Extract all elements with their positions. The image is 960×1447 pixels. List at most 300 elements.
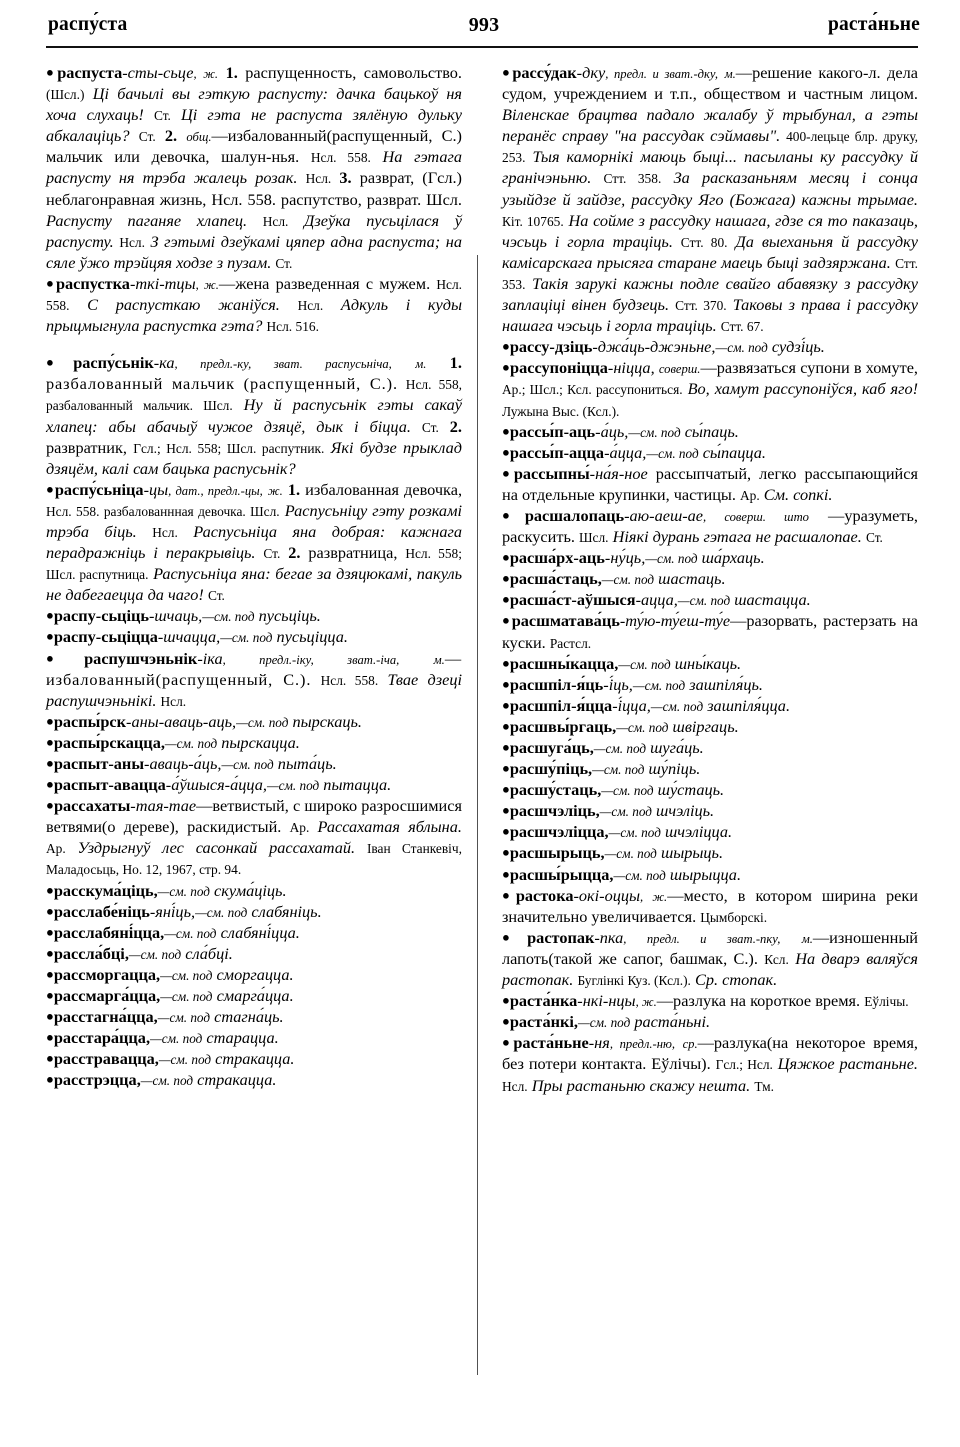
headword: распыт-аны — [53, 754, 145, 773]
cross-reference-target[interactable]: слабяніць. — [251, 901, 322, 921]
entry-bullet-icon: ● — [46, 354, 74, 370]
entry-bullet-icon: ● — [502, 612, 512, 628]
cross-reference-target[interactable]: шчэліць. — [656, 801, 715, 821]
cross-reference-target[interactable]: зашпіля́цца. — [707, 695, 791, 715]
left-column — [46, 62, 462, 1096]
headword-inflection: -пка — [594, 927, 624, 947]
entry-spacer — [46, 336, 462, 352]
headword: расслабяні́цца, — [53, 922, 165, 942]
cross-reference-label: —см. под — [618, 656, 671, 672]
entry-bullet-icon: ● — [502, 823, 510, 839]
entry-rasslabianicca — [46, 922, 462, 943]
entry-rasskumacic — [46, 880, 462, 901]
headword-inflection: -а́ць, — [595, 421, 629, 441]
cross-reference-label: —см. под — [599, 804, 652, 820]
entry-bullet-icon: ● — [46, 734, 54, 750]
cross-reference-target[interactable]: слабяні́цца. — [220, 922, 300, 942]
citation-source: Ст. — [207, 588, 225, 604]
entry-source: Ар.; Шсл.; Ксл. рассупониться. — [502, 382, 683, 398]
citation-source: Стт. 80. — [680, 234, 728, 250]
entry-bullet-icon: ● — [502, 507, 525, 523]
grammar-label: ж. — [267, 483, 283, 498]
headword: распушчэньнік — [84, 648, 198, 668]
cross-reference-target[interactable]: сла́бці. — [185, 943, 233, 963]
headword: расстара́цца, — [53, 1028, 151, 1048]
cross-reference-target[interactable]: стракацца. — [197, 1070, 277, 1090]
citation: Ці бачылі вы гэткую распусту: дачка бацькоў ня хоча слухаць! — [46, 84, 462, 125]
sense-source: Нсл. 558. — [310, 150, 371, 166]
grammar-label: м. — [801, 931, 813, 946]
entry-rasshastac — [502, 568, 918, 589]
citation-source: Стт. 370. — [675, 298, 727, 314]
headword: растопак — [527, 927, 595, 947]
citation: На дварэ валяўся растопак. — [502, 948, 918, 990]
headword-inflection: -ткі-тцы — [129, 273, 196, 293]
headword: рассла́бці, — [53, 943, 129, 963]
sense-number: 1. — [287, 479, 301, 499]
entry-bullet-icon: ● — [502, 338, 510, 354]
headword: распу-сьціць — [53, 606, 149, 626]
entry-rastannie: ●раста́ньне-ня, предл.-ню, ср.—разлука(на некоторое время, без потери контакта. Еўлічы). Гсл.; Нсл. Цяжкое растаньне. Нсл. Пры растаньню скажу нешта. Тм. — [502, 1033, 918, 1095]
headword-inflection: -окі-оццы — [573, 885, 641, 905]
entry-gloss: —ветвистый, с широко разросшимися ветвями(о дереве), раскидистый. — [46, 796, 462, 837]
entry-bullet-icon: ● — [502, 465, 514, 481]
headword-inflection: -джа́ць-джэньне, — [592, 337, 716, 357]
citation: Таковы з права і рассудку нашага чэсьць і горла траціць. — [502, 295, 918, 336]
page-number: 993 — [468, 14, 500, 36]
entry-rasshmatavac — [502, 610, 918, 652]
sense-gloss: разврат, (Гсл.) неблагонравная жизнь, Нсл. 558. распутство, разврат. Шсл. — [46, 168, 462, 209]
grammar-label: соверш. — [658, 362, 701, 377]
entry-rashalopac: ●расшалопаць-аю-аеш-ае, соверш. што —уразуметь, раскусить. Шсл. Ніякі дурань гэтага не расшалопае. Ст. — [502, 505, 918, 547]
cross-reference-target[interactable]: шастацца. — [734, 590, 811, 610]
sense-number: 2. — [449, 416, 462, 436]
headword-inflection: -яні́ць, — [149, 901, 196, 921]
citation-source: 400-лецьце блр. друку, 253. — [502, 129, 919, 166]
cross-reference-target[interactable]: пыта́ць. — [277, 754, 337, 773]
entry-bullet-icon: ● — [502, 697, 510, 713]
sense-gloss: —избалованный(распущенный, С.) мальчик или девочка, шалун-нья. — [46, 126, 462, 167]
citation-source: Тм. — [754, 1078, 774, 1094]
entry-bullet-icon: ● — [502, 1013, 510, 1029]
entry-bullet-icon: ● — [502, 359, 511, 375]
sense-number: 3. — [339, 168, 352, 188]
citation-source: Ст. — [421, 419, 439, 435]
citation-source: Буглінкі Куз. (Ксл.). — [577, 973, 691, 989]
headword-inflection: -аны-аваць-аць, — [126, 711, 237, 731]
entry-rasshustac — [502, 779, 918, 800]
citation: На сойме з рассудку нашага, гдзе ся то паказаць, чэсьць і горла траціць. — [502, 210, 919, 251]
grammar-label: ж. — [204, 277, 219, 292]
entry-rasstahnacca — [46, 1006, 462, 1027]
headword: расша́стаць, — [509, 569, 602, 589]
entry-bullet-icon: ● — [502, 844, 510, 860]
right-column — [502, 62, 918, 1096]
entry-rassahaty — [46, 795, 462, 879]
cross-reference-label: —см. под — [650, 698, 704, 714]
headword-inflection: -шчацца, — [157, 627, 221, 647]
headword-inflection: -ту́ю-ту́еш-ту́е — [619, 611, 731, 631]
cross-reference-label: —см. под — [604, 846, 657, 862]
cross-reference-target[interactable]: сморгацца. — [216, 964, 294, 984]
cross-reference-target[interactable]: судзі́ць. — [771, 337, 825, 357]
running-head-left-guide: распу́ста — [48, 14, 128, 35]
entry-bullet-icon: ● — [46, 903, 54, 919]
cross-reference-label: —см. под — [645, 551, 698, 567]
entry-source: Растсл. — [549, 635, 592, 651]
cross-reference-target[interactable]: пусьціць. — [258, 606, 321, 626]
headword: рассупоніцца — [510, 358, 608, 378]
cross-reference-target[interactable]: пытацца. — [323, 775, 392, 795]
entry-bullet-icon: ● — [46, 650, 85, 666]
citation: Адкуль і куды прыцмыгнула распустка гэта? — [46, 295, 462, 336]
entry-bullet-icon: ● — [502, 866, 510, 882]
entry-raspusnica: ●распу́сьніца-цы, дат., предл.-цы, ж. 1. избалованная девочка, Нсл. 558. разбалованнная девочка. Шсл. Распусьніцу гэту розкамі трэба біць. Нсл. Распусьніца яна добрая: кажнага перадражніць і перакрывіць. Ст. 2. развратница, Нсл. 558; Шсл. распутница. Распусьніца яна: бегае за дзяцюкамі, пакуль не дабегаецца да чаго! Ст. — [46, 479, 463, 605]
citation: Тыя каморнікі маюць быці... пасыланы ку рассудку й гранічэньню. — [502, 147, 919, 188]
entry-bullet-icon: ● — [46, 275, 56, 291]
headword-forms: предл. и зват.-пку, — [646, 931, 781, 946]
cross-reference-target[interactable]: пырскаць. — [292, 711, 362, 731]
headword: расшчэліцца, — [509, 822, 609, 842]
entry-source: Гсл.; Нсл. — [715, 1057, 773, 1073]
entry-gloss: —разлука на короткое время. — [656, 991, 861, 1011]
cross-reference-target[interactable]: шырыць. — [660, 843, 724, 863]
entry-bullet-icon: ● — [502, 992, 510, 1008]
cross-reference-label: —см. под — [157, 883, 210, 899]
grammar-label: м. — [724, 67, 736, 81]
cross-reference-label: —см. под — [160, 967, 213, 983]
citation: Уздрыгнуў лес сасонкай рассахатай. — [77, 838, 356, 858]
cross-reference-target[interactable]: ша́рхаць. — [701, 548, 765, 568]
citation: Ніякі дурань гэтага не расшалопае. — [612, 527, 862, 547]
cross-reference-label: —см. под — [164, 735, 218, 751]
citation-source: Ст. — [263, 546, 281, 562]
entry-rastanki — [502, 1011, 918, 1032]
headword-inflection: -цы — [143, 479, 169, 499]
headword: рассу-дзіць — [509, 337, 593, 357]
citation: Які будзе прыклад дзяцём, калі сам бацька распусьнік? — [46, 437, 462, 478]
entry-raspustka: ●распустка-ткі-тцы, ж.—жена разведенная с мужем. Нсл. 558. С распусткаю жаніўся. Нсл. Адкуль і куды прыцмыгнула распустка гэта? Нсл. 516. — [46, 273, 462, 336]
citation-source: Нсл. — [119, 234, 145, 250]
cross-reference-label: —см. под — [628, 424, 681, 440]
cross-reference-target[interactable]: скума́ціць. — [214, 880, 287, 900]
entry-gloss: —разлука(на некоторое время, без потери контакта. Еўлічы). — [502, 1033, 918, 1074]
citation: Да выеханьня й рассудку камісарскага прысяга старане маець быці задзяржана. — [502, 231, 919, 272]
entry-gloss: —решение какого-л. дела судом, учреждением и т.п., обществом и частным лицом. — [502, 63, 918, 104]
entry-rasshpilyacca — [502, 695, 918, 716]
sense-source: Нсл. 558. разбалованнная девочка. Шсл. — [46, 503, 280, 519]
cross-reference-label: —см. под — [158, 1052, 212, 1068]
cross-reference-label: —см. под — [220, 630, 273, 646]
headword: расшу́стаць, — [509, 780, 602, 800]
entry-gloss: —жена разведенная с мужем. — [218, 273, 431, 293]
header-rule — [46, 46, 918, 48]
cross-reference-target[interactable]: шу́стаць. — [657, 780, 725, 800]
cross-reference-target[interactable]: старацца. — [206, 1028, 279, 1048]
entry-bullet-icon: ● — [46, 755, 54, 771]
cross-reference-target[interactable]: стракацца. — [215, 1049, 295, 1069]
entry-bullet-icon: ● — [46, 797, 54, 813]
citation-source: Нсл. — [160, 693, 187, 709]
entry-raspuscicca — [46, 626, 462, 647]
cross-reference-label: —см. под — [613, 867, 666, 883]
cross-reference-target[interactable]: раста́ньні. — [634, 1012, 711, 1032]
headword-forms: предл.-ку, зват. распусьніча, — [200, 357, 392, 372]
entry-bullet-icon: ● — [502, 676, 510, 692]
grammar-label: м. — [415, 357, 427, 372]
entry-rassypny — [502, 463, 918, 505]
headword-inflection: -ка — [153, 353, 175, 373]
cross-reference-label: —см. под — [577, 1015, 631, 1031]
entry-raspyt — [46, 753, 462, 774]
headword-inflection: -нкі-нцы — [577, 991, 636, 1011]
citation-source: Ст. — [865, 530, 883, 546]
citation-source: Ст. — [138, 129, 156, 145]
cross-reference-target[interactable]: зашпіля́ць. — [689, 674, 763, 694]
sense-gloss: развратник, — [46, 437, 127, 457]
headword-forms: дат., предл.-цы, — [175, 483, 263, 498]
citation: Віленскае брацтва падало жалабу ў трыбунал, а гэты перанёс справу "на рассудак сэймавы". — [502, 105, 918, 146]
cross-reference-target[interactable]: швіргаць. — [672, 716, 739, 736]
entry-rassuponicca — [502, 357, 918, 420]
entry-raspyrskacca — [46, 732, 462, 753]
cross-reference-target[interactable]: сы́паць. — [684, 421, 739, 441]
entry-bullet-icon: ● — [502, 760, 510, 776]
entry-bullet-icon: ● — [46, 481, 55, 497]
entry-rassudzic — [502, 336, 918, 357]
sense-source: Нсл. 558; Шсл. распутница. — [46, 546, 462, 583]
headword-inflection: -і́ць, — [603, 674, 633, 694]
entry-gloss: —уразуметь, раскусить. — [502, 505, 918, 547]
entry-source: Нсл. 558. — [320, 672, 379, 688]
entry-gloss: —избалованный(распущенный, С.). — [46, 648, 463, 689]
entry-bullet-icon: ● — [46, 1029, 54, 1045]
cross-reference-label: —см. под — [140, 1073, 194, 1089]
cross-reference-label: —см. под — [616, 719, 669, 735]
entry-bullet-icon: ● — [502, 1034, 514, 1050]
cross-reference-target[interactable]: пырскацца. — [221, 732, 300, 752]
cross-reference-label: —см. под — [593, 741, 647, 756]
entry-rasshupic — [502, 758, 918, 779]
entry-rasshchelicca — [502, 821, 918, 842]
citation-source: Іван Станкевіч, Маладосьць, Но. 12, 1967, стр. 94. — [46, 841, 462, 878]
entry-rassharhac — [502, 547, 918, 568]
cross-reference-target[interactable]: шуга́ць. — [650, 738, 704, 757]
grammar-label: м. — [433, 652, 445, 667]
headword: распу-сьціцца — [53, 627, 158, 647]
cross-reference-label: —см. под — [157, 1010, 211, 1026]
entry-source: Еўлічы. — [864, 994, 909, 1010]
grammar-label: ж. — [641, 995, 657, 1010]
headword: раста́нкі, — [509, 1012, 578, 1032]
entry-source: Ксл. — [764, 951, 789, 967]
headword: расшпіл-я́цца — [509, 695, 613, 715]
entry-bullet-icon: ● — [502, 549, 510, 565]
cross-reference-label: —см. под — [646, 445, 699, 461]
grammar-label: соверш. што — [724, 509, 809, 524]
headword: расстравацца, — [53, 1049, 159, 1069]
entry-bullet-icon: ● — [502, 570, 510, 586]
citation: Пры растаньню скажу нешта. — [531, 1075, 751, 1095]
citation-source: Стт. 353. — [502, 255, 918, 292]
sense-number: 1. — [225, 63, 238, 82]
headword: распы́рскацца, — [53, 732, 165, 752]
citation: Ну й распусьнік гэты сакаў хлапец: абы абачыў чужое дзяцё, дык і біцца. — [46, 395, 462, 436]
entry-rasshvyrhac — [502, 716, 918, 737]
cross-reference-target[interactable]: шырыцца. — [669, 864, 742, 884]
headword: рассморгацца, — [53, 964, 161, 984]
cross-reference-target[interactable]: пусьціцца. — [276, 627, 348, 647]
headword: распыт-авацца — [53, 775, 166, 795]
citation-source: Ар. — [46, 841, 66, 857]
headword-inflection: -аваць-а́ць, — [144, 754, 222, 773]
entry-rassypacca — [502, 442, 918, 463]
cross-reference-label: —см. под — [601, 572, 655, 588]
headword: расскума́ціць, — [53, 880, 158, 900]
sense-source: Нсл. 558, разбалованный мальчик. Шсл. — [46, 377, 462, 414]
headword-inflection: -а́цца, — [604, 442, 647, 462]
cross-reference-target[interactable]: сы́пацца. — [702, 442, 766, 462]
entry-bullet-icon: ● — [502, 444, 510, 460]
entry-rasshuhac — [502, 737, 918, 758]
entry-source: Ар. — [289, 820, 310, 836]
entry-bullet-icon: ● — [502, 739, 510, 755]
entry-bullet-icon: ● — [46, 945, 54, 961]
citation: Такія зарукі кажны подле свайго абавязку з рассудку заплаціці вінен будзець. — [502, 273, 918, 315]
headword: расша́ст-аўшыся — [509, 590, 636, 610]
cross-reference-label: —см. под — [202, 609, 255, 625]
headword-inflection: -ацца, — [635, 590, 678, 610]
sense-number: 2. — [164, 126, 178, 146]
entry-bullet-icon: ● — [502, 781, 510, 797]
entry-bullet-icon: ● — [46, 882, 54, 898]
citation: Распусьніца яна добрая: кажнага перадражніць і перакрывіць. — [46, 521, 462, 563]
running-head-right-guide: раста́ньне — [827, 14, 920, 35]
headword: рассмарга́цца, — [53, 986, 161, 1006]
headword: рассахаты — [53, 796, 131, 816]
citation: За расказаньням месяц і сонца узыйдзе й зайдзе, рассудку Яго (Божага) кажны трымае. — [502, 168, 918, 209]
headword-forms: предл.-ню, — [619, 1037, 675, 1052]
grammar-label: ж. — [203, 67, 219, 81]
cross-reference-label: —см. под — [715, 340, 768, 356]
cross-reference-label: —см. под — [150, 1031, 203, 1047]
citation-source: Нсл. — [262, 213, 289, 229]
headword: рассы́п-ацца — [509, 442, 605, 462]
entry-rastoka: ●растока-окі-оццы, ж.—место, в котором ширина реки значительно увеличивается. Цымборскі. — [502, 885, 918, 926]
grammar-label: ср. — [682, 1037, 698, 1052]
headword: распу́сьнік — [73, 353, 154, 373]
entry-bullet-icon: ● — [46, 1071, 54, 1087]
cross-reference-label: —см. под — [164, 925, 217, 941]
headword: рассу́дак — [512, 63, 577, 82]
headword-inflection: -на́я-ное — [589, 463, 648, 483]
citation-source: Нсл. — [297, 298, 324, 314]
entry-rasslabci — [46, 943, 462, 964]
entry-raspuscic — [46, 605, 462, 626]
citation: Во, хамут рассупоніўся, каб яго! — [687, 379, 919, 399]
headword: расшпіл-я́ць — [509, 674, 604, 694]
entry-gloss: —разорвать, растерзать на куски. — [502, 611, 918, 652]
entry-rastopak: ●растопак-пка, предл. и зват.-пку, м.—изношенный лапоть(такой же сапог, башмак, С.). Ксл. На дварэ валяўся растопак. Буглінкі Куз. (Ксл.). Ср. стопак. — [502, 927, 918, 990]
cross-reference-label: —см. под — [128, 946, 182, 962]
cross-reference-label: —см. под — [632, 677, 686, 693]
headword: расслабе́ніць — [53, 901, 150, 921]
headword: расстагна́цца, — [53, 1007, 158, 1027]
entry-rasshchelic — [502, 800, 918, 821]
headword-inflection: -сты-сьце — [122, 63, 194, 82]
headword: расшны́кацца, — [509, 653, 619, 673]
entry-bullet-icon: ● — [502, 887, 516, 903]
entry-rasshpilyac — [502, 674, 918, 695]
see-also[interactable]: Ср. стопак. — [694, 970, 778, 990]
entry-bullet-icon: ● — [46, 628, 54, 644]
cross-reference-label: —см. под — [592, 762, 645, 778]
entry-bullet-icon: ● — [502, 929, 528, 945]
headword: распу́сьніца — [54, 479, 144, 499]
entry-rasslabenic — [46, 901, 462, 922]
running-head — [48, 14, 920, 44]
entry-bullet-icon: ● — [46, 966, 54, 982]
see-also[interactable]: См. сопкі. — [763, 484, 833, 504]
cross-reference-target[interactable]: шны́каць. — [674, 653, 742, 673]
cross-reference-label: —см. под — [160, 989, 213, 1005]
headword: расшы́рыцца, — [509, 864, 614, 884]
citation: На гэтага распусту ня трэба жалець розак. — [46, 147, 462, 188]
headword-forms: предл.-іку, зват.-іча, — [259, 652, 400, 667]
entry-bullet-icon: ● — [46, 64, 58, 80]
entry-gloss: рассыпчатый, легко рассыпающийся на отдельные крупинки, частицы. — [502, 463, 918, 504]
headword-inflection: -ня — [588, 1033, 610, 1053]
entry-bullet-icon: ● — [502, 423, 510, 439]
entry-raspushchennik: ●распушчэньнік-іка, предл.-іку, зват.-іча, м.—избалованный(распущенный, С.). Нсл. 558. Твае дзеці распушчэньнікі. Нсл. — [46, 648, 463, 710]
cross-reference-target[interactable]: шчэліцца. — [664, 822, 733, 842]
cross-reference-target[interactable]: шу́піць. — [648, 759, 701, 779]
entry-rasshastaushysia — [502, 589, 918, 610]
sense-gloss: избалованная девочка, — [305, 479, 463, 499]
citation: Ці гэта не распуста зялёную дульку абкалаціць? — [46, 105, 462, 146]
citation-source: Ст. — [153, 108, 171, 124]
entry-rasshyryc — [502, 842, 918, 863]
headword: рассыпны́ — [513, 463, 590, 483]
citation: С распусткаю жаніўся. — [87, 295, 280, 315]
entry-bullet-icon: ● — [502, 802, 510, 818]
headword: распуста — [57, 63, 123, 82]
headword-inflection: -і́цца, — [612, 695, 651, 715]
headword-inflection: -ну́ць, — [604, 548, 646, 568]
sense-number: 2. — [288, 543, 301, 563]
entry-source: Ар. — [740, 487, 760, 503]
sense-source: (Шсл.) — [46, 87, 85, 103]
entry-rassypac — [502, 421, 918, 442]
grammar-label: ж. — [652, 889, 668, 904]
entry-bullet-icon: ● — [46, 607, 54, 623]
cross-reference-label: —см. под — [195, 904, 248, 920]
cross-reference-target[interactable]: смарга́цца. — [216, 986, 294, 1006]
entry-rasstaracca — [46, 1027, 462, 1048]
citation-source: Стт. 67. — [720, 319, 764, 335]
entry-rassudak: ●рассу́дак-дку, предл. и зват.-дку, м.—решение какого-л. дела судом, учреждением и т.п., обществом и частным лицом. Віленскае брацтва падало жалабу ў трыбунал, а гэты перанёс справу "на рассудак сэймавы". 400-лецьце блр. друку, 253. Тыя каморнікі маюць быці... пасыланы ку рассудку й гранічэньню. Стт. 358. За расказаньням месяц і сонца узыйдзе й зайдзе, рассудку Яго (Божага) кажны трымае. Кіт. 10765. На сойме з рассудку нашага, гдзе ся то паказаць, чэсьць і горла траціць. Стт. 80. Да выеханьня й рассудку камісарскага прысяга старане маець быці задзяржана. Стт. 353. Такія зарукі кажны подле свайго абавязку з рассудку заплаціці вінен будзець. Стт. 370. Таковы з права і рассудку нашага чэсьць і горла траціць. Стт. 67. — [502, 63, 919, 336]
entry-source: Цымборскі. — [700, 909, 768, 925]
entry-source: Нсл. 558. — [46, 276, 462, 314]
citation: Дзеўка пусьцілася ў распусту. — [46, 210, 462, 251]
cross-reference-target[interactable]: шастаць. — [658, 569, 726, 589]
entry-bullet-icon: ● — [502, 655, 510, 671]
cross-reference-target[interactable]: стагна́ць. — [214, 1007, 284, 1027]
headword: расшвы́ргаць, — [509, 716, 617, 736]
cross-reference-label: —см. под — [266, 778, 320, 794]
entry-bullet-icon: ● — [502, 64, 513, 80]
headword: расшу́піць, — [509, 759, 593, 779]
